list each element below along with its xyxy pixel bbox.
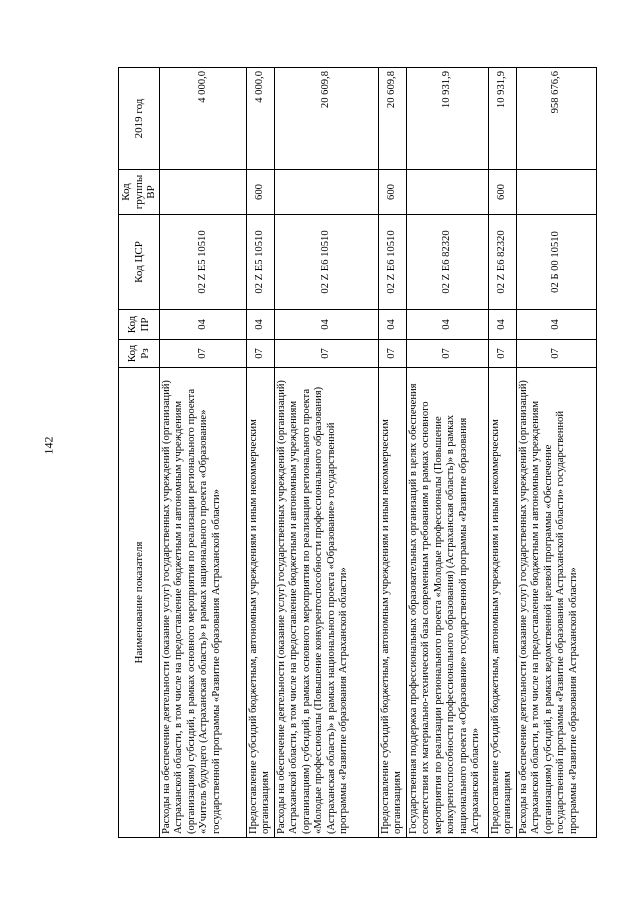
table-row <box>516 68 596 838</box>
row-name: Предоставление субсидий бюджетным, автономным учреждениям и иным некоммерческим организациям <box>246 368 274 838</box>
row-pr: 04 <box>406 310 488 340</box>
row-csr: 02 Z E6 82320 <box>488 215 516 310</box>
row-name: Расходы на обеспечение деятельности (оказание услуг) государственных учреждений (организаций) Астраханской области, в том числе на предоставление бюджетным и автономным учреждениям (организациям) субсидий, в рамках основного мероприятия по реализации регионального проекта «Молодые профессионалы (Повышение конкурентоспособности профессионального образования) (Астраханская область)» в рамках национального проекта «Образование» государственной программы «Развитие образования Астраханской области» <box>274 368 378 838</box>
row-name: Расходы на обеспечение деятельности (оказание услуг) государственных учреждений (организаций) Астраханской области, в том числе на предоставление бюджетным и автономным учреждениям (организациям) субсидий, в рамках основного мероприятия по реализации регионального проекта «Учитель будущего (Астраханская область)» в рамках национального проекта «Образование» государственной программы «Развитие образования Астраханской области» <box>159 368 246 838</box>
table-row <box>406 68 488 838</box>
header-csr: Код ЦСР <box>119 215 160 310</box>
row-name: Предоставление субсидий бюджетным, автономным учреждениям и иным некоммерческим организациям <box>488 368 516 838</box>
row-value: 10 931,9 <box>406 68 488 170</box>
row-rz: 07 <box>274 340 378 368</box>
row-rz: 07 <box>246 340 274 368</box>
table-row <box>274 68 378 838</box>
row-vr <box>406 170 488 215</box>
row-name: Государственная поддержка профессиональных образовательных организаций в целях обеспечения соответствия их материально-технической базы современным требованиям в рамках основного мероприятия по реализации регионального проекта «Молодые профессионалы (Повышение конкурентоспособности профессионального образования) (Астраханская область)» в рамках национального проекта «Образование» государственной программы «Развитие образования Астраханской области» <box>406 368 488 838</box>
table-header-row <box>119 68 160 838</box>
row-rz: 07 <box>516 340 596 368</box>
row-csr: 02 Z E5 10510 <box>159 215 246 310</box>
row-csr: 02 Z E6 10510 <box>274 215 378 310</box>
row-value: 4 000,0 <box>246 68 274 170</box>
header-pr: Код ПР <box>119 310 160 340</box>
row-vr: 600 <box>378 170 406 215</box>
header-rz: Код Рз <box>119 340 160 368</box>
row-name: Предоставление субсидий бюджетным, автономным учреждениям и иным некоммерческим организациям <box>378 368 406 838</box>
budget-table <box>118 67 597 838</box>
row-rz: 07 <box>159 340 246 368</box>
header-year: 2019 год <box>119 68 160 170</box>
row-csr: 02 Z E6 82320 <box>406 215 488 310</box>
row-name: Расходы на обеспечение деятельности (оказание услуг) государственных учреждений (организаций) Астраханской области, в том числе на предоставление бюджетным и автономным учреждениям (организациям) субсидий, в рамках ведомственной целевой программы «Обеспечение государственной программы «Развитие образования Астраханской области» государственной программы «Развитие образования Астраханской области» <box>516 368 596 838</box>
row-value: 4 000,0 <box>159 68 246 170</box>
row-rz: 07 <box>378 340 406 368</box>
row-value: 20 609,8 <box>274 68 378 170</box>
row-value: 20 609,8 <box>378 68 406 170</box>
row-vr: 600 <box>488 170 516 215</box>
row-pr: 04 <box>274 310 378 340</box>
row-pr: 04 <box>516 310 596 340</box>
row-pr: 04 <box>246 310 274 340</box>
row-rz: 07 <box>406 340 488 368</box>
row-csr: 02 Z E6 10510 <box>378 215 406 310</box>
row-vr <box>516 170 596 215</box>
row-pr: 04 <box>488 310 516 340</box>
header-name: Наименование показателя <box>119 368 160 838</box>
row-csr: 02 Б 00 10510 <box>516 215 596 310</box>
row-vr <box>274 170 378 215</box>
row-value: 958 676,6 <box>516 68 596 170</box>
row-pr: 04 <box>159 310 246 340</box>
row-value: 10 931,9 <box>488 68 516 170</box>
row-vr <box>159 170 246 215</box>
table-row <box>246 68 274 838</box>
row-csr: 02 Z E5 10510 <box>246 215 274 310</box>
row-rz: 07 <box>488 340 516 368</box>
row-pr: 04 <box>378 310 406 340</box>
table-row <box>488 68 516 838</box>
table-row <box>378 68 406 838</box>
row-vr: 600 <box>246 170 274 215</box>
page-number: 142 <box>41 436 56 455</box>
header-vr: Код группы ВР <box>119 170 160 215</box>
table-row <box>159 68 246 838</box>
rotated-table-container <box>118 68 579 838</box>
